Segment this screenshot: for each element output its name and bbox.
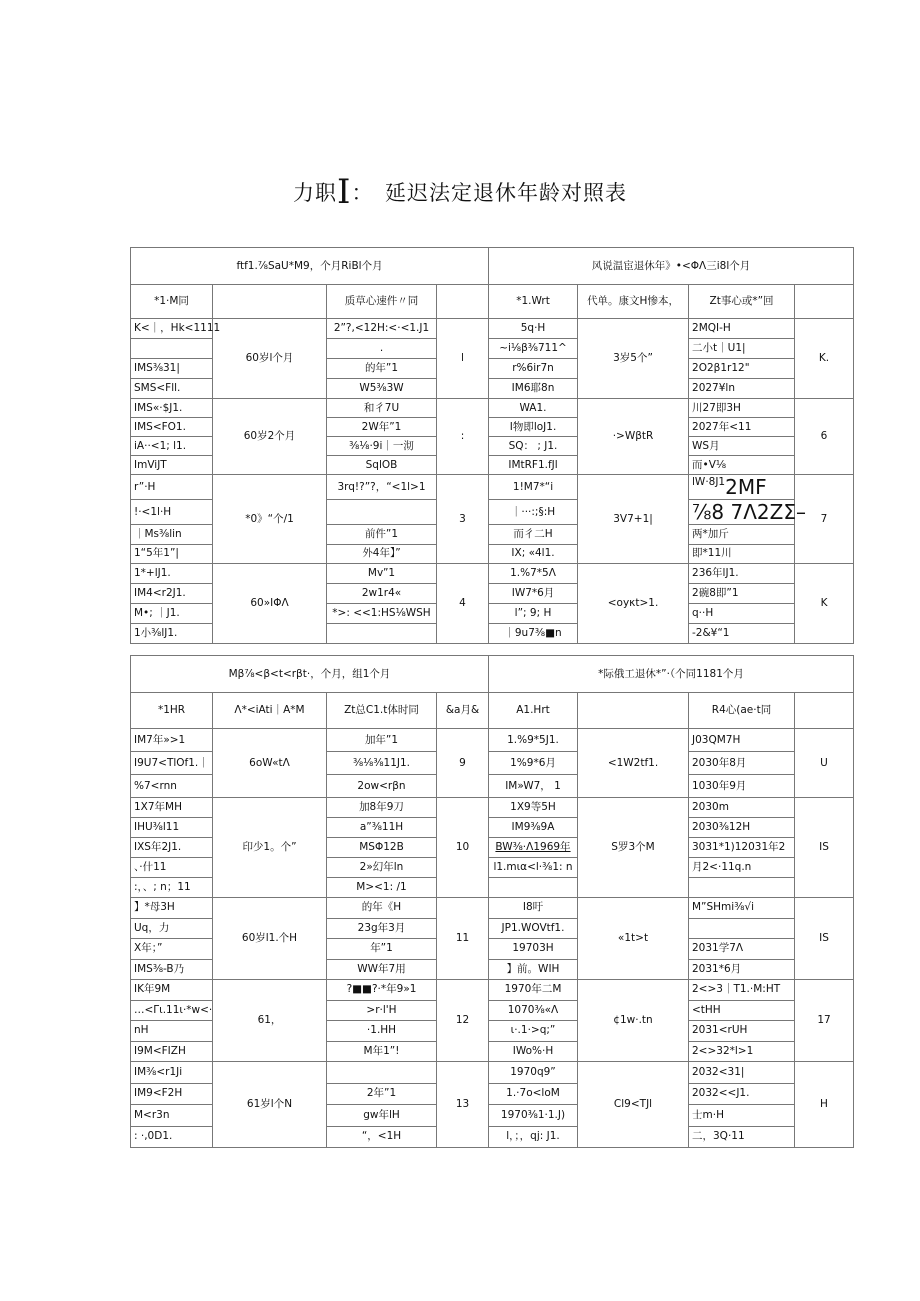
retire-age-cell: 印少1。个” [213,798,327,898]
retire-time-cell: “，<1H [327,1126,437,1148]
cell-text: 即*11川 [692,547,732,560]
birth-date-cell-2: ｜···:;§:H [489,500,578,525]
retire-time-cell-2 [689,1126,795,1148]
retire-time-cell: WW年7用 [327,959,437,980]
birth-date-cell: 1小⅜lJ1. [131,624,213,644]
retire-time-cell: 3rq!?”?，“<1l>1 [327,475,437,500]
birth-date-cell-2 [489,878,578,898]
birth-date-cell: IK年9M [131,980,213,1001]
retire-time-cell-2 [689,858,795,878]
birth-date-cell: IM7年»>1 [131,729,213,752]
birth-date-cell-2: JP1.WOVtf1. [489,918,578,939]
birth-date-cell: IXS年2J1. [131,838,213,858]
retire-time-cell-2 [689,437,795,456]
birth-date-cell-2: 1!M7*“i [489,475,578,500]
birth-date-cell-2: IW7*6月 [489,584,578,604]
column-header: 质草心速件〃同 [327,285,437,319]
retire-time-cell: 外4年】” [327,544,437,564]
retire-time-cell: MSΦ12B [327,838,437,858]
table-row [131,399,854,418]
column-header: *1·M同 [131,285,213,319]
birth-date-cell: M<r3n [131,1105,213,1127]
cell-text-large: ⅞8 7Λ2ZΣ– [692,500,806,524]
birth-date-cell: ImViJT [131,456,213,475]
birth-date-cell-2: IX; «4l1. [489,544,578,564]
cell-text: 两*加斤 [692,527,729,540]
retire-time-cell: 2”?,<12H:<·<1.J1 [327,319,437,339]
delay-months-cell-2: 17 [795,980,854,1062]
retirement-table-2 [130,655,854,1148]
retire-time-cell-2 [689,775,795,798]
retire-time-cell-2 [689,456,795,475]
birth-date-cell-2: I8吁 [489,898,578,919]
birth-date-cell: IM9<F2H [131,1083,213,1105]
retire-age-cell-2: 3V7+1| [578,475,689,564]
column-header: *1HR [131,693,213,729]
cell-text: 二，3Q·11 [692,1130,745,1143]
retire-time-cell-2 [689,1041,795,1062]
birth-date-cell: 、·什11 [131,858,213,878]
column-header: A1.Hrt [489,693,578,729]
retire-time-cell: 2ow<rβn [327,775,437,798]
retire-age-cell-2: ¢1w·.tn [578,980,689,1062]
birth-date-cell: iA··<1; l1. [131,437,213,456]
heading-right: 风说温宦退休年》•<ΦΛ三i8l个月 [489,248,854,285]
delay-months-cell: 12 [437,980,489,1062]
retire-time-cell: >r·l'H [327,1000,437,1021]
retire-time-cell-2 [689,339,795,359]
table-row [131,729,854,752]
delay-months-cell-2: IS [795,798,854,898]
birth-date-cell-2: l”; 9; H [489,604,578,624]
birth-date-cell-2: r%6ir7n [489,359,578,379]
birth-date-cell-2: 1.·7o<loM [489,1083,578,1105]
birth-date-cell [131,339,213,359]
cell-text: 2032<31| [692,1065,745,1078]
delay-months-cell: 11 [437,898,489,980]
cell-text: 士m·H [692,1108,724,1121]
cell-text: 2027年<11 [692,420,752,433]
birth-date-cell-2: ι·.1·>q;” [489,1021,578,1042]
birth-date-cell-2: IWo%·H [489,1041,578,1062]
cell-text: -2&¥“1 [692,627,730,639]
birth-date-cell-2: 而彳二H [489,525,578,545]
retire-time-cell-2 [689,1021,795,1042]
retire-time-cell-2 [689,1062,795,1084]
birth-date-cell-2: IM9⅜9A [489,818,578,838]
cell-text: lW·8J1 [692,476,726,488]
birth-date-cell-2: 1.%7*5Λ [489,564,578,584]
retire-time-cell-2 [689,838,795,858]
birth-date-cell-2: 1970q9” [489,1062,578,1084]
retire-time-cell: 加8年9刀 [327,798,437,818]
birth-date-cell: IM⅜<r1Ji [131,1062,213,1084]
retire-time-cell: SqlOB [327,456,437,475]
table-heading-row [131,656,854,693]
retire-time-cell: 2W年”1 [327,418,437,437]
cell-text: 月2<·11q.n [692,861,752,873]
retire-time-cell-2 [689,1083,795,1105]
column-header: Zt事心或*”回 [689,285,795,319]
birth-date-cell: %7<rnn [131,775,213,798]
retire-age-cell: 60»IΦΛ [213,564,327,644]
birth-date-cell-2: WA1. [489,399,578,418]
heading-right: *际俄工退休*”·（个同1181个月 [489,656,854,693]
retire-time-cell: 的年《H [327,898,437,919]
retire-time-cell [327,500,437,525]
retire-age-cell: *0》“个/1 [213,475,327,564]
retire-time-cell-2 [689,604,795,624]
column-header [578,693,689,729]
delay-months-cell: 9 [437,729,489,798]
delay-months-cell: : [437,399,489,475]
birth-date-cell-2: 1X9等5H [489,798,578,818]
cell-text: WS月 [692,439,720,452]
table-row [131,798,854,818]
cell-text: 3031*1)12031年2 [692,841,786,853]
table-row [131,319,854,339]
retire-age-cell-2: 3岁5个” [578,319,689,399]
retire-time-cell: W5⅜3W [327,379,437,399]
table-heading-row [131,248,854,285]
retire-time-cell-2 [689,818,795,838]
delay-months-cell-2: U [795,729,854,798]
title-roman-numeral: I [337,172,352,212]
cell-text: 2031学7Λ [692,942,744,955]
birth-date-cell: M•; ｜J1. [131,604,213,624]
delay-months-cell: 10 [437,798,489,898]
retire-time-cell [327,1062,437,1084]
retire-age-cell: 61， [213,980,327,1062]
birth-date-cell-2: I物即loJ1. [489,418,578,437]
birth-date-cell: nH [131,1021,213,1042]
retire-time-cell: . [327,339,437,359]
retire-time-cell-2 [689,1105,795,1127]
retire-time-cell-2 [689,584,795,604]
retire-time-cell: 年”1 [327,939,437,960]
birth-date-cell: IM4<r2J1. [131,584,213,604]
page-title: 力职I： 延迟法定退休年龄对照表 [293,172,627,212]
cell-text: M”SHmi⅜√i [692,901,754,914]
table-row [131,980,854,1001]
column-header: Zt总C1.t体时同 [327,693,437,729]
column-header [437,285,489,319]
birth-date-cell-2: BW⅜·Λ1969年 [489,838,578,858]
retire-time-cell: ⅜⅛⅜11J1. [327,752,437,775]
heading-left: ftf1.⅞SaU*M9，个月RiBl个月 [131,248,489,285]
retire-time-cell-2 [689,898,795,919]
cell-text: 2031<rUH [692,1024,748,1037]
column-header: &a月& [437,693,489,729]
birth-date-cell: :，、; n；11 [131,878,213,898]
cell-text: 川27即3H [692,401,741,414]
retire-time-cell-2 [689,359,795,379]
retire-time-cell: ?■■?·*年9»1 [327,980,437,1001]
birth-date-cell: IMS⅜-B乃 [131,959,213,980]
retire-time-cell: 2w1r4« [327,584,437,604]
retire-time-cell-2 [689,500,806,525]
retire-time-cell-2 [689,564,795,584]
retire-time-cell-2 [689,918,795,939]
retire-time-cell-2 [689,959,795,980]
retirement-table-1 [130,247,854,644]
heading-left: Mβ⅞<β<t<rβt·，个月，组1个月 [131,656,489,693]
birth-date-cell-2: 】前。WIH [489,959,578,980]
birth-date-cell: !·<1l·H [131,500,213,525]
retire-age-cell-2: <1W2tf1. [578,729,689,798]
retire-time-cell-2 [689,752,795,775]
retire-time-cell-2 [689,319,795,339]
retire-time-cell-2 [689,379,795,399]
cell-text: 2030m [692,801,729,813]
column-header [795,693,854,729]
retire-time-cell: *>: <<1:HS⅛WSH [327,604,437,624]
cell-text: 2030⅜12H [692,821,751,833]
retire-time-cell-2 [689,980,795,1001]
retire-time-cell: ⅜⅛·9i｜一沏 [327,437,437,456]
delay-months-cell-2: K [795,564,854,644]
delay-months-cell-2: IS [795,898,854,980]
retire-time-cell: Mv”1 [327,564,437,584]
cell-text: 2<>32*l>1 [692,1044,754,1057]
delay-months-cell-2: H [795,1062,854,1148]
birth-date-cell: Uq，力 [131,918,213,939]
column-header: *1.Wrt [489,285,578,319]
retire-age-cell-2: <oyκt>1. [578,564,689,644]
birth-date-cell-2: l1.mια<l·⅜1: n [489,858,578,878]
retire-time-cell-2 [689,418,795,437]
birth-date-cell-2: ｜9u7⅜■n [489,624,578,644]
delay-months-cell: 3 [437,475,489,564]
birth-date-cell: K<｜，Hk<1111 [131,319,213,339]
retire-age-cell: 61岁l个N [213,1062,327,1148]
birth-date-cell: IMS⅜31| [131,359,213,379]
retire-age-cell: 60岁l个月 [213,319,327,399]
retire-time-cell: 23g年3月 [327,918,437,939]
birth-date-cell: IMS<FO1. [131,418,213,437]
table-row [131,898,854,919]
birth-date-cell: 】*母3H [131,898,213,919]
table-row [131,1062,854,1084]
birth-date-cell-2: 1%9*6月 [489,752,578,775]
retire-time-cell: 前件”1 [327,525,437,545]
cell-text: <tHH [692,1003,721,1016]
cell-text: 2031*6月 [692,962,742,975]
delay-months-cell-2: 6 [795,399,854,475]
column-header-row [131,285,854,319]
birth-date-cell: : ·,0D1. [131,1126,213,1148]
retire-time-cell: ·1.HH [327,1021,437,1042]
retire-time-cell: 加年”1 [327,729,437,752]
cell-text: 2030年8月 [692,756,747,769]
retire-time-cell: 2»幻年ln [327,858,437,878]
retire-age-cell-2: ·>WβtR [578,399,689,475]
birth-date-cell-2: l，；，qj: J1. [489,1126,578,1148]
cell-text: 2<>3｜T1.·M:HT [692,983,781,996]
retire-time-cell [327,624,437,644]
delay-months-cell: 13 [437,1062,489,1148]
retire-time-cell: 的年”1 [327,359,437,379]
birth-date-cell: I9M<FIZH [131,1041,213,1062]
cell-text: 236年lJ1. [692,567,739,579]
retire-time-cell-2 [689,729,795,752]
cell-text: 2碗8即”1 [692,587,739,599]
retire-time-cell-2 [689,399,795,418]
retire-time-cell: a”⅜11H [327,818,437,838]
birth-date-cell-2: ~i⅛β⅜711^ [489,339,578,359]
delay-months-cell-2: K. [795,319,854,399]
birth-date-cell: 1“5年1”| [131,544,213,564]
retire-time-cell-2 [689,544,795,564]
retire-time-cell: 和彳7U [327,399,437,418]
retire-time-cell-2 [689,475,795,500]
retire-age-cell: 6oW«tΛ [213,729,327,798]
delay-months-cell-2: 7 [795,475,854,564]
cell-text: 二小t｜U1| [692,342,746,354]
birth-date-cell-2: 5q·H [489,319,578,339]
birth-date-cell: IMS«·$J1. [131,399,213,418]
column-header: 代单。康文H惨本， [578,285,689,319]
column-header: R4心(ae·t同 [689,693,795,729]
birth-date-cell: r”·H [131,475,213,500]
retire-time-cell: 2年”1 [327,1083,437,1105]
birth-date-cell-2: 1970年二M [489,980,578,1001]
column-header [213,285,327,319]
birth-date-cell: 1X7年MH [131,798,213,818]
birth-date-cell-2: 1070⅜«Λ [489,1000,578,1021]
birth-date-cell-2: 1970⅜1·1.J) [489,1105,578,1127]
retire-time-cell-2 [689,798,795,818]
birth-date-cell-2: IMtRF1.fJl [489,456,578,475]
birth-date-cell: I9U7<TlOf1.｜ [131,752,213,775]
cell-text: q··H [692,607,714,619]
birth-date-cell: …<Γι.11ι·*w<· [131,1000,213,1021]
retire-age-cell: 60岁2个月 [213,399,327,475]
birth-date-cell: X年；” [131,939,213,960]
column-header [795,285,854,319]
retire-time-cell: M年1”! [327,1041,437,1062]
cell-text: 2032<<J1. [692,1087,750,1100]
retire-time-cell-2 [689,939,795,960]
retire-time-cell: gw年lH [327,1105,437,1127]
retire-time-cell-2 [689,878,795,898]
birth-date-cell: IHU⅜l11 [131,818,213,838]
birth-date-cell-2: 19703H [489,939,578,960]
birth-date-cell: SMS<Fll. [131,379,213,399]
birth-date-cell: ｜Ms⅜lin [131,525,213,545]
cell-text: J03QM7H [692,733,741,746]
cell-text-large: 2MF [725,475,767,499]
cell-text: 1030年9月 [692,779,747,792]
retire-time-cell-2 [689,1000,795,1021]
cell-text: 2O2β1r12" [692,362,750,374]
table-row [131,564,854,584]
table-row [131,475,854,500]
retire-time-cell: M><1: /1 [327,878,437,898]
birth-date-cell: 1*+lJ1. [131,564,213,584]
cell-text: 2MQI-H [692,322,731,334]
delay-months-cell: l [437,319,489,399]
retire-age-cell: 60岁l1.个H [213,898,327,980]
column-header-row [131,693,854,729]
birth-date-cell-2: IM»W7， 1 [489,775,578,798]
retire-age-cell-2: «1t>t [578,898,689,980]
birth-date-cell-2: SQ： ; J1. [489,437,578,456]
cell-text: 而•V⅛ [692,458,727,471]
delay-months-cell: 4 [437,564,489,644]
cell-text: 2027¥ln [692,382,735,394]
birth-date-cell-2: IM6耶8n [489,379,578,399]
retire-time-cell-2 [689,525,795,545]
birth-date-cell-2: 1.%9*5J1. [489,729,578,752]
retire-age-cell-2: Cl9<TJl [578,1062,689,1148]
retire-time-cell-2 [689,624,795,644]
retire-age-cell-2: S罗3个M [578,798,689,898]
column-header: Λ*<iAti｜A*M [213,693,327,729]
